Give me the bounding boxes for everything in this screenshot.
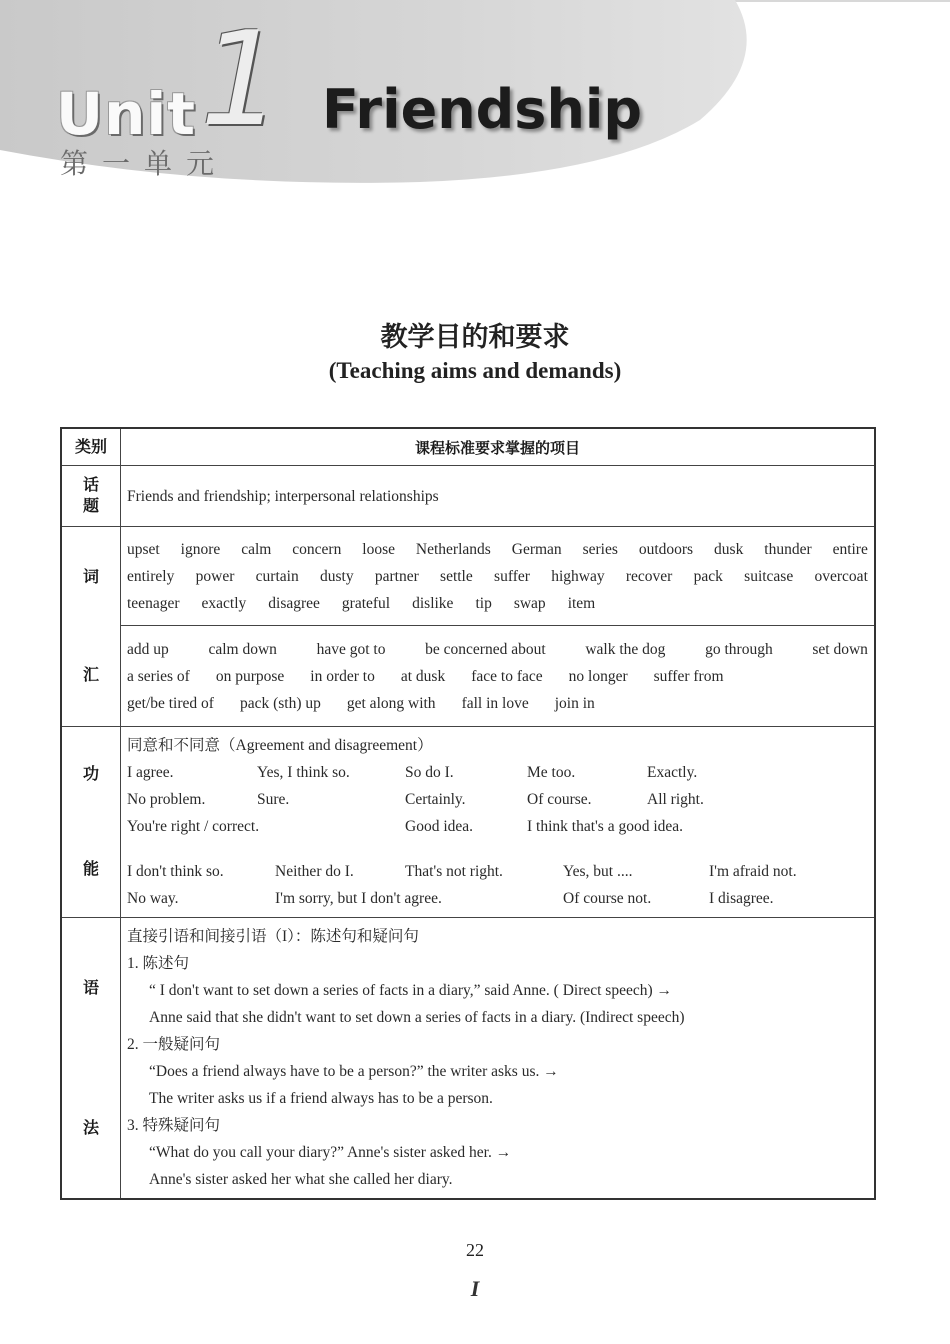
function-label-char: 能	[82, 859, 99, 879]
grammar-item-title: 2. 一般疑问句	[127, 1036, 221, 1053]
function-row	[61, 727, 875, 918]
word: grateful	[341, 594, 391, 612]
word: dusk	[714, 540, 744, 558]
agree-row	[127, 813, 868, 840]
table-header-row	[61, 428, 875, 466]
unit-title: Friendship	[322, 78, 643, 141]
teaching-aims-table	[60, 427, 876, 1200]
expression: All right.	[647, 791, 704, 808]
phrase: on purpose	[215, 667, 285, 685]
word: suitcase	[744, 567, 794, 585]
expression: You're right / correct.	[127, 818, 260, 835]
word: curtain	[255, 567, 299, 585]
spacer	[127, 840, 868, 858]
vocabulary-label-char: 词	[82, 567, 99, 587]
phrase: no longer	[568, 667, 628, 685]
grammar-direct-example: “ I don't want to set down a series of facts in a diary,” said Anne. ( Direct speech) →	[149, 982, 673, 999]
word: power	[195, 567, 235, 585]
phrases-line	[127, 690, 868, 717]
phrase: pack (sth) up	[239, 694, 321, 712]
grammar-label-char: 语	[82, 977, 99, 997]
expression: Me too.	[527, 764, 576, 781]
grammar-label	[61, 918, 121, 1200]
disagree-row	[127, 885, 868, 912]
phrase: get/be tired of	[127, 694, 214, 712]
expression	[257, 813, 405, 840]
expression: I'm afraid not.	[709, 863, 797, 880]
expression: No problem.	[127, 791, 206, 808]
grammar-direct-example: “Does a friend always have to be a person?” the writer asks us. →	[149, 1063, 559, 1080]
word: concern	[292, 540, 342, 558]
words-line	[127, 590, 868, 617]
expression: No way.	[127, 890, 179, 907]
topic-label	[61, 466, 121, 527]
word: highway	[551, 567, 605, 585]
expression: Of course.	[527, 791, 592, 808]
words-line	[127, 563, 868, 590]
expression: That's not right.	[405, 863, 503, 880]
expression: I disagree.	[709, 890, 774, 907]
vocabulary-phrases	[121, 626, 876, 727]
expression: I don't think so.	[127, 863, 224, 880]
word: entire	[832, 540, 868, 558]
phrase: in order to	[310, 667, 375, 685]
phrase: be concerned about	[425, 640, 546, 658]
phrase: set down	[812, 640, 868, 658]
expression	[405, 885, 563, 912]
function-label	[61, 727, 121, 918]
expression: I'm sorry, but I don't agree.	[275, 890, 442, 907]
word: disagree	[268, 594, 320, 612]
expression: Certainly.	[405, 791, 466, 808]
header-category: 类别	[61, 428, 121, 466]
expression: I agree.	[127, 764, 174, 781]
word: thunder	[764, 540, 812, 558]
topic-label-char: 话	[82, 475, 99, 495]
function-content	[121, 727, 876, 918]
agree-row	[127, 759, 868, 786]
topic-row	[61, 466, 875, 527]
phrase: have got to	[316, 640, 386, 658]
vocabulary-words	[121, 527, 876, 626]
phrase: calm down	[208, 640, 277, 658]
word: exactly	[201, 594, 247, 612]
word: series	[582, 540, 618, 558]
word: dislike	[412, 594, 454, 612]
expression: Yes, I think so.	[257, 764, 350, 781]
grammar-row	[61, 918, 875, 1200]
unit-number: 1	[200, 3, 283, 155]
word: recover	[625, 567, 673, 585]
expression: So do I.	[405, 764, 454, 781]
agree-row	[127, 786, 868, 813]
phrase: at dusk	[400, 667, 446, 685]
phrase: walk the dog	[585, 640, 666, 658]
expression: Sure.	[257, 791, 290, 808]
word: swap	[513, 594, 546, 612]
grammar-item-title: 3. 特殊疑问句	[127, 1117, 221, 1134]
bottom-mark: I	[470, 1276, 480, 1301]
expression: Of course not.	[563, 890, 652, 907]
word: item	[567, 594, 596, 612]
expression: Good idea.	[405, 818, 474, 835]
grammar-heading: 直接引语和间接引语（I）：陈述句和疑问句	[127, 928, 419, 945]
phrase: go through	[705, 640, 773, 658]
grammar-item-title: 1. 陈述句	[127, 955, 190, 972]
grammar-direct-example: “What do you call your diary?” Anne's sister asked her. →	[149, 1144, 512, 1161]
phrases-line	[127, 636, 868, 663]
phrase: a series of	[127, 667, 190, 685]
grammar-indirect-example: The writer asks us if a friend always has to be a person.	[149, 1090, 493, 1107]
header-content: 课程标准要求掌握的项目	[121, 428, 876, 466]
topic-text: Friends and friendship; interpersonal relationships	[121, 466, 876, 527]
grammar-indirect-example: Anne's sister asked her what she called her diary.	[149, 1171, 453, 1188]
phrases-line	[127, 663, 868, 690]
word: Netherlands	[415, 540, 491, 558]
vocabulary-words-row	[61, 527, 875, 626]
word: pack	[693, 567, 723, 585]
phrase: get along with	[346, 694, 436, 712]
disagree-row	[127, 858, 868, 885]
phrase: face to face	[471, 667, 543, 685]
expression: Yes, but ....	[563, 863, 633, 880]
section-title-cn: 教学目的和要求	[380, 322, 570, 353]
word: partner	[374, 567, 419, 585]
vocabulary-label-char: 汇	[82, 665, 99, 685]
word: entirely	[127, 567, 175, 585]
expression: Exactly.	[647, 764, 698, 781]
expression	[647, 813, 868, 840]
page-number: 22	[466, 1240, 484, 1260]
expression: Neither do I.	[275, 863, 354, 880]
word: overcoat	[814, 567, 868, 585]
function-heading: 同意和不同意（Agreement and disagreement）	[127, 737, 433, 754]
word: calm	[241, 540, 272, 558]
word: settle	[440, 567, 473, 585]
word: tip	[475, 594, 492, 612]
unit-chinese-label: 第一单元	[60, 147, 229, 180]
word: German	[511, 540, 562, 558]
word: upset	[127, 540, 160, 558]
unit-word: Unit	[56, 80, 196, 148]
vocabulary-label	[61, 527, 121, 727]
phrase: fall in love	[461, 694, 529, 712]
phrase: join in	[554, 694, 595, 712]
expression: I think that's a good idea.	[527, 818, 684, 835]
vocabulary-phrases-row	[61, 626, 875, 727]
phrase: suffer from	[653, 667, 724, 685]
section-title-en: (Teaching aims and demands)	[328, 358, 622, 383]
word: ignore	[180, 540, 221, 558]
grammar-label-char: 法	[82, 1117, 99, 1137]
function-label-char: 功	[82, 764, 99, 784]
words-line	[127, 536, 868, 563]
word: loose	[362, 540, 395, 558]
word: dusty	[319, 567, 354, 585]
word: suffer	[494, 567, 530, 585]
word: teenager	[127, 594, 180, 612]
grammar-indirect-example: Anne said that she didn't want to set down a series of facts in a diary. (Indirect speech)	[149, 1009, 685, 1026]
word: outdoors	[638, 540, 694, 558]
topic-label-char: 题	[82, 496, 99, 515]
grammar-content	[121, 918, 876, 1200]
phrase: add up	[127, 640, 169, 658]
